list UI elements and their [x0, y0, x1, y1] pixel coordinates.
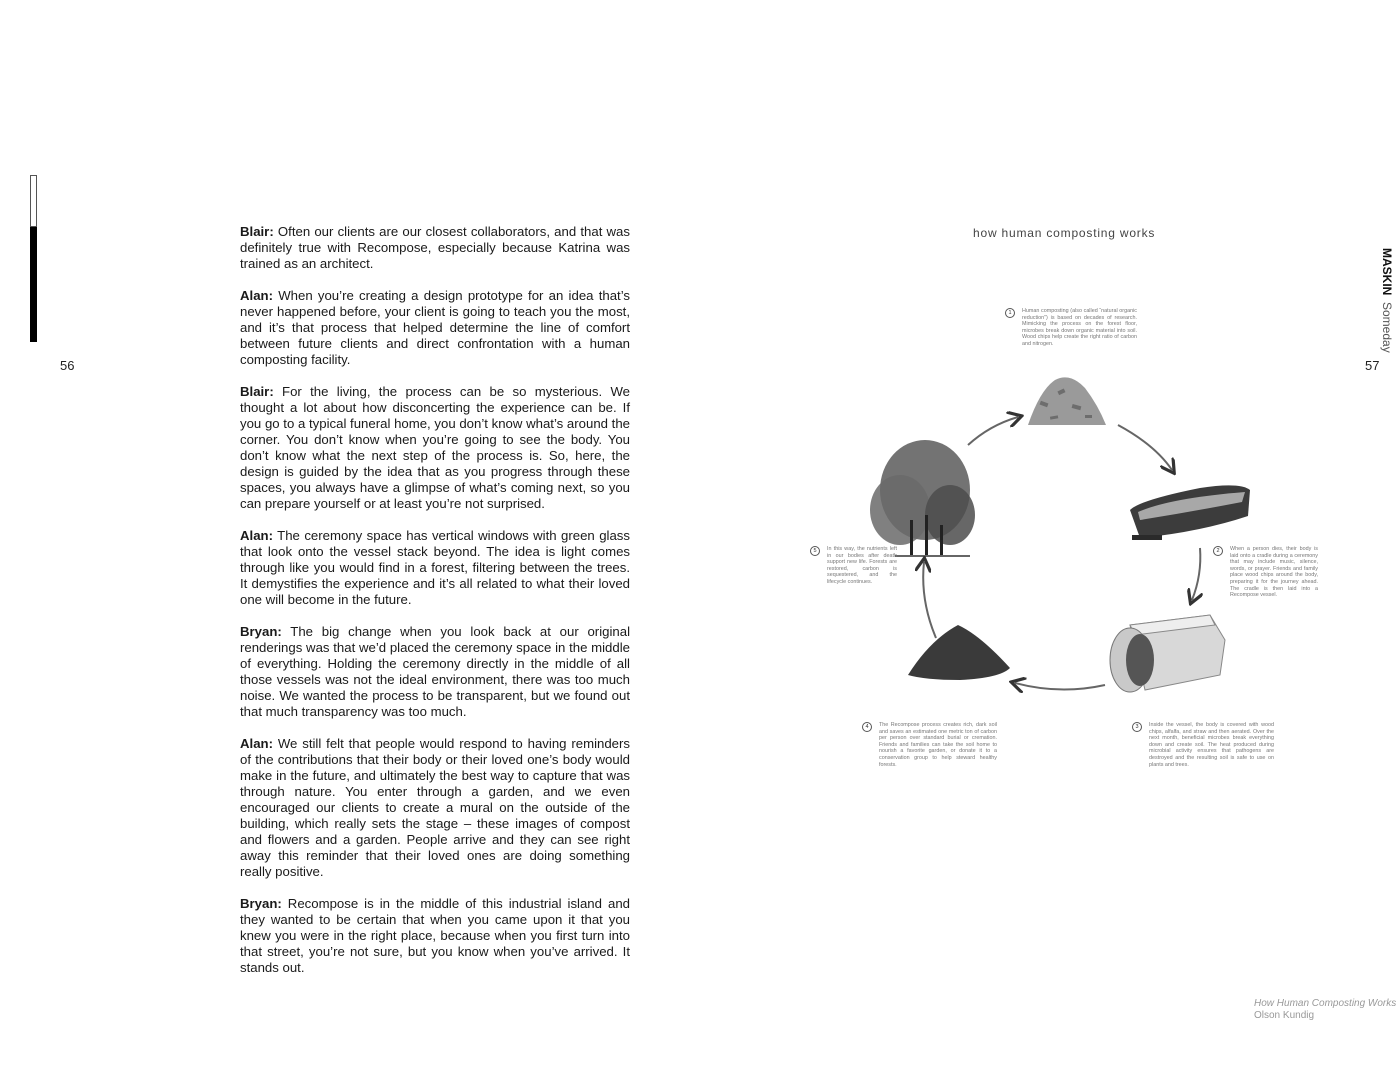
- step-number: 3: [1132, 722, 1142, 732]
- step-text: The Recompose process creates rich, dark soil and saves an estimated one metric ton of carbon per person over standard burial or cremation. Friends and families can take the soil home to nourish a favorite garden, or donate it to a conservation group to help steward healthy forests.: [879, 722, 997, 768]
- cradle-icon: [1130, 485, 1250, 540]
- running-head: [1380, 248, 1394, 352]
- paragraph-text: For the living, the process can be so mysterious. We thought a lot about how disconcerting the experience can be. If you go to a typical funeral home, you don’t know what’s around the corner. You don’t know when you’re going to see the body. You don’t know what the next step of the process is. So, here, the design is guided by the idea that as you progress through these spaces, you always have a glimpse of what’s coming next, so you can prepare yourself or at least you’re not surprised.: [240, 384, 630, 511]
- speaker: Alan:: [240, 288, 273, 303]
- paragraph: [240, 528, 630, 608]
- trees-icon: [870, 440, 975, 556]
- arrow-icon: [1118, 425, 1172, 470]
- page-number-right: 57: [1365, 358, 1380, 373]
- paragraph: [240, 736, 630, 880]
- composting-cycle-diagram: [800, 220, 1340, 800]
- diagram-title: how human composting works: [973, 226, 1156, 240]
- step-text: Human composting (also called “natural organic reduction”) is based on decades of research. Mimicking the process on the forest floor, microbes break down organic material into soil. Wood chips help create the right ratio of carbon and nitrogen.: [1022, 308, 1137, 347]
- speaker: Bryan:: [240, 896, 282, 911]
- section-name: Someday: [1380, 301, 1394, 353]
- cycle-illustration: [800, 220, 1340, 800]
- step-number: 2: [1213, 546, 1223, 556]
- paragraph-text: We still felt that people would respond to having reminders of the contributions that their body or their loved one’s body would make in the future, and ultimately the best way to capture that was through nature. You enter through a garden, and we even encouraged our clients to create a mural on the outside of the building, which really sets the stage – these images of compost and flowers and a garden. People arrive and they can see right away this reminder that their loved ones are doing something really positive.: [240, 736, 630, 879]
- paragraph: [240, 288, 630, 368]
- paragraph-text: Recompose is in the middle of this industrial island and they wanted to be certain that when you came upon it that you knew you were in the right place, because when you first turn into that street, you’re not sure, but you know when you’ve arrived. It stands out.: [240, 896, 630, 975]
- arrow-icon: [923, 562, 936, 638]
- magazine-name: MASKIN: [1380, 248, 1394, 296]
- step-text: When a person dies, their body is laid onto a cradle during a ceremony that may include music, silence, words, or prayer. Friends and family place wood chips around the body, preparing it for the journey ahead. The cradle is then laid into a Recompose vessel.: [1230, 546, 1318, 599]
- paragraph: [240, 224, 630, 272]
- step-text: Inside the vessel, the body is covered with wood chips, alfalfa, and straw and then aerated. Over the next month, beneficial microbes break everything down and create soil. The heat produced during microbial activity ensures that pathogens are destroyed and the resulting soil is safe to use on plants and trees.: [1149, 722, 1274, 768]
- arrow-icon: [1015, 683, 1105, 690]
- step-number: 4: [862, 722, 872, 732]
- paragraph: [240, 624, 630, 720]
- arrow-icon: [968, 417, 1018, 445]
- progress-remaining: [30, 175, 37, 227]
- speaker: Bryan:: [240, 624, 282, 639]
- progress-filled: [30, 227, 37, 342]
- caption-credit: Olson Kundig: [1254, 1010, 1315, 1021]
- paragraph-text: When you’re creating a design prototype for an idea that’s never happened before, your client is going to teach you the most, and it’s that process that helped determine the line of comfort between future clients and direct confrontation with a human composting facility.: [240, 288, 630, 367]
- paragraph-text: Often our clients are our closest collaborators, and that was definitely true with Recompose, especially because Katrina was trained as an architect.: [240, 224, 630, 271]
- paragraph: [240, 896, 630, 976]
- figure-caption: [1254, 998, 1396, 1022]
- interview-article: [240, 224, 630, 992]
- caption-title: How Human Composting Works: [1254, 998, 1397, 1009]
- paragraph-text: The big change when you look back at our original renderings was that we’d placed the ceremony space in the middle of everything. Holding the ceremony directly in the middle of all those vessels was not the ideal environment, there was too much noise. We wanted the process to be transparent, but we found out that much transparency was too much.: [240, 624, 630, 719]
- step-number: 1: [1005, 308, 1015, 318]
- paragraph-text: The ceremony space has vertical windows with green glass that look onto the vessel stack beyond. The idea is light comes through like you would find in a forest, filtering between the trees. It demystifies the experience and it’s all related to what their loved one will become in the future.: [240, 528, 630, 607]
- paragraph: [240, 384, 630, 512]
- arrow-icon: [1192, 548, 1200, 600]
- step-text: In this way, the nutrients left in our bodies after death support new life. Forests are restored, carbon is sequestered, and the lifecycle continues.: [827, 546, 897, 585]
- speaker: Blair:: [240, 224, 274, 239]
- wood-chips-icon: [1028, 377, 1106, 425]
- speaker: Blair:: [240, 384, 274, 399]
- speaker: Alan:: [240, 528, 273, 543]
- reading-progress-bar: [30, 175, 37, 342]
- step-number: 5: [810, 546, 820, 556]
- vessel-icon: [1110, 615, 1225, 692]
- soil-icon: [908, 625, 1010, 680]
- speaker: Alan:: [240, 736, 273, 751]
- page-number-left: 56: [60, 358, 75, 373]
